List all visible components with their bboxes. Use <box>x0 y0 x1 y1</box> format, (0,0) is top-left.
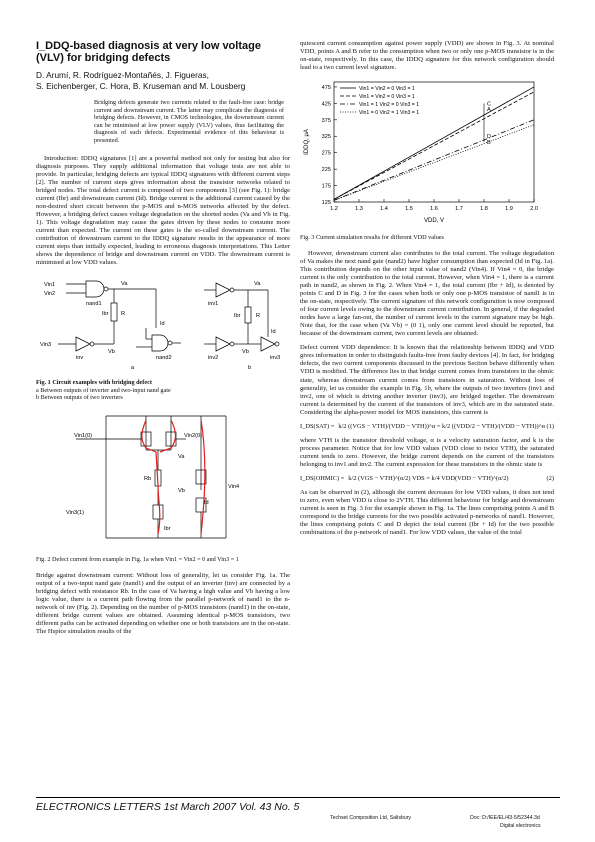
eq1-number: (1) <box>546 422 554 430</box>
author-list <box>36 70 290 91</box>
x-axis-label: VDD, V <box>423 218 445 225</box>
bridge-paragraph: Bridge against downstream current: Without loss of generality, let us consider Fig. 1a. The output of a two-input nand gate (nand1) and the output of an inverter (inv) are connected by a bridging defect with resistance Rb. In the case of Va having a high value and Vb having a low logic value, there is a current path flowing from the parallel p-network of nand1 to the n-network of inv (Fig. 2). Depending on the number of p-MOS transistors (nand1) in the on-state, different bridge current values are obtained. Assuming identical p-MOS transistors, two different paths can be activated depending on whether one or both transistors are in the on-state. The Hspice simulation results of the <box>36 571 290 636</box>
x-tick-label: 1.8 <box>480 206 488 213</box>
x-tick-label: 1.5 <box>405 206 413 213</box>
legend-label: Vin1 = 1 Vin2 = 0 Vin3 = 1 <box>359 102 420 109</box>
current-vs-vdd-chart <box>300 78 554 228</box>
fig2-label-vb: Vb <box>178 488 185 495</box>
eq1-body: k/2 ((VGS − VTH)/(VDD − VTH))^α = k/2 ((VDD/2 − VTH)/(VDD − VTH))^α <box>338 422 545 430</box>
y-tick-label: 475 <box>321 85 331 92</box>
paper-title: I_DDQ-based diagnosis at very low voltage (VLV) for bridging defects <box>36 40 261 64</box>
figure-1 <box>36 273 290 402</box>
fig1-caption <box>36 379 290 402</box>
y-tick-label: 175 <box>321 183 331 190</box>
x-tick-label: 1.4 <box>380 206 388 213</box>
label-vin1: Vin1 <box>44 282 56 289</box>
label-id-b: Id <box>271 329 276 336</box>
figure-2 <box>36 410 290 564</box>
x-tick-label: 1.3 <box>355 206 363 213</box>
point-label: A <box>487 107 491 114</box>
label-inv3: inv3 <box>270 355 281 362</box>
label-vb-b: Vb <box>242 349 249 356</box>
right-paragraph-4: As can be observed in (2), although the current decreases for low VDD values, it does not tend to zero, even when VDD is close to 2VTH. This different behaviour for bridge and downstream current is seen in Fig. 3 for the example shown in Fig. 1a. The lines comprising points A and B correspond to the bridge currents for the two possible activated p-networks of nand1. However, the lines comprising points C and D depict the total current (Ibr + Id) for the two possible combinations of the p-network of nand1. For low VDD values, the value of the total <box>300 489 554 537</box>
fig2-label-rb: Rb <box>144 476 152 483</box>
y-tick-label: 275 <box>321 150 331 157</box>
fig2-label-id: Id <box>204 500 209 507</box>
circuit-diagram-2 <box>36 410 290 550</box>
fig2-label-vin3: Vin3(1) <box>66 510 84 517</box>
fig2-label-vin1: Vin1(0) <box>74 433 92 440</box>
y-tick-label: 325 <box>321 134 331 141</box>
fig1-caption-a: a Between outputs of inverter and two-input nand gate <box>36 386 171 394</box>
circuit-diagram-1 <box>36 273 290 373</box>
series-line <box>334 120 534 201</box>
label-vb: Vb <box>108 349 115 356</box>
x-tick-label: 1.9 <box>505 206 513 213</box>
label-vin2: Vin2 <box>44 291 56 298</box>
label-vin3: Vin3 <box>40 342 52 349</box>
eq2-body: k/2 (VGS − VTH)^(α/2) VDS = k/4 VDD(VDD − VTH)^(α/2) <box>348 475 509 482</box>
right-paragraph-1: However, downstream current also contributes to the total current. The voltage degradation of Va makes the next nand gate (nand2) have higher consumption than expected (Id in Fig. 1a). This contribution depends on the other input value of nand2 (Vin4). If Vin4 = 0, the bridge current is the only contribution to the total current. However, when Vin4 = 1, there is a current path in nand2, as shown in Fig. 2. When Vin4 = 1, the total current (Ibr + Id), is denoted by points C and D in Fig. 3 for the cases when both or only one p-MOS transistor of nand1 is in the on-state, respectively. The current signature of this network configuration is now composed of four current levels owing to the downstream current contribution. In general, if the degraded nodes have a large fan-out, the number of current levels in the current signature may be high. Note that, for the case when (Va Vb) = (0 1), only one current level should be reported, but because of the downstream current, two current levels are obtained. <box>300 249 554 338</box>
legend-label: Vin1 = 0 Vin2 = 1 Vin3 = 1 <box>359 110 420 117</box>
right-paragraph-3: where VTH is the transistor threshold voltage, α is a velocity saturation factor, and k is the process parameter. Notice that for low VDD values (VDD close to twice VTH), the saturated current tends to zero. However, the bridge current depends on the current of the transistors belonging to inv1 and inv2. The current expression for these transistors in the ohmic state is <box>300 436 554 468</box>
fig2-label-va: Va <box>178 454 185 461</box>
label-r: R <box>121 311 126 318</box>
equation-1 <box>300 423 554 431</box>
fig2-label-vin2: Vin2(0) <box>184 433 202 440</box>
label-ibr: Ibr <box>102 311 109 318</box>
abstract: Bridging defects generate two currents related to the fault-free case: bridge current and downstream current. The latter may complicate the diagnosis of bridging defects. However, in CMOS technologies, the downstream current can be minimised at low power supply (VLV) values, thus facilitating the diagnosis of such defects. Experimental evidence of this behaviour is presented. <box>94 99 284 144</box>
eq2-number: (2) <box>546 475 554 482</box>
left-column <box>36 40 290 642</box>
point-label: B <box>487 140 491 147</box>
intro-paragraph: Introduction: IDDQ signatures [1] are a powerful method not only for testing but also for diagnosis purposes. They supply additional information that voltage tests are not able to provide. In particular, bridging defects are typical IDDQ signatures with different current steps [2]. The number of current steps gives information about the transistor networks related to bridged nodes. The total defect current is composed of two components [3] (see Fig. 1): bridge current (Ibr) and downstream current (Id). Bridge current is the additional current caused by the non-desired short circuit between the p-MOS and n-MOS networks affected by the defect. However, a bridging defect causes voltage degradation on the shorted nodes (Va and Vb in Fig. 1). This voltage degradation may cause the gates driven by these nodes to consume more current than expected. The current on these gates is the so-called downstream current. The contribution of downstream current to the IDDQ signature results in the appearance of more current steps than initially expected, leading to erroneous diagnosis interpretations. This Letter shows the dependence of bridge and downstream current on VDD. The downstream current is minimised at low VDD values. <box>36 154 290 267</box>
fig3-caption: Fig. 3 Current simulation results for different VDD values <box>300 234 444 242</box>
eq2-lhs: I_DS(OHMIC) = <box>300 475 345 482</box>
fig2-label-ibr: Ibr <box>164 526 171 533</box>
label-va-b: Va <box>254 281 261 288</box>
legend-label: Vin1 = Vin2 = 0 Vin3 = 1 <box>359 86 415 93</box>
right-column <box>300 40 554 543</box>
figure-3 <box>300 78 554 242</box>
y-tick-label: 375 <box>321 117 331 124</box>
page-footer <box>36 797 560 813</box>
label-nand1: nand1 <box>86 301 102 308</box>
x-tick-label: 1.6 <box>430 206 438 213</box>
journal-info: ELECTRONICS LETTERS 1st March 2007 Vol. 43 No. 5 <box>36 801 300 813</box>
y-tick-label: 225 <box>321 167 331 174</box>
fig1-caption-title: Fig. 1 Circuit examples with bridging defect <box>36 379 152 387</box>
label-ibr-b: Ibr <box>234 313 241 320</box>
x-tick-label: 2.0 <box>530 206 538 213</box>
label-b: b <box>248 365 252 372</box>
point-label: C <box>487 101 492 108</box>
x-tick-label: 1.2 <box>330 206 338 213</box>
plot-frame <box>334 82 534 202</box>
label-nand2: nand2 <box>156 355 172 362</box>
y-axis-label: IDDQ, µA <box>304 129 310 156</box>
point-label: D <box>487 134 492 141</box>
label-inv2: inv2 <box>208 355 219 362</box>
typeset-credit: Techset Composition Ltd, Salisbury <box>330 815 412 821</box>
x-tick-label: 1.7 <box>455 206 463 213</box>
label-va: Va <box>121 281 128 288</box>
legend-label: Vin1 = Vin2 = 0 Vin3 = 1 <box>359 94 415 101</box>
label-r-b: R <box>256 313 261 320</box>
y-tick-label: 425 <box>321 101 331 108</box>
fig2-label-vin4: Vin4 <box>228 484 240 491</box>
y-tick-label: 125 <box>321 200 331 207</box>
eq1-lhs: I_DS(SAT) = <box>300 422 335 430</box>
label-inv1: inv1 <box>208 301 219 308</box>
fig1-caption-b: b Between outputs of two inverters <box>36 394 123 402</box>
doc-path: Doc: D:/IEE/EL/43-5/52344.3d <box>470 815 540 821</box>
fig2-caption: Fig. 2 Defect current from example in Fig. 1a when Vin1 = Vin2 = 0 and Vin3 = 1 <box>36 556 239 564</box>
label-a: a <box>131 365 135 372</box>
author-line: D. Arumí, R. Rodríguez-Montañés, J. Figueras, <box>36 70 209 80</box>
equation-2 <box>300 475 554 483</box>
section-label: Digital electronics <box>500 823 541 829</box>
right-paragraph-2: Defect current VDD dependence: It is known that the relationship between IDDQ and VDD gives information in order to distinguish faults-free from faulty devices [4]. In fact, for bridging defects, the two current components discussed in the previous Section behave differently when VDD is modified. The difference lies in that bridge current comes from transistors in the ohmic state, whereas downstream current comes from transistors in saturation. Without loss of generality, let us consider the example in Fig. 1b, where the outputs of two inverters (inv1 and inv2, one of which is driving another inverter (inv3), are bridged together. The downstream current is determined by the current of the transistors of inv3, which are in the saturated state. Considering the alpha-power model for MOS transistors, this current is <box>300 344 554 416</box>
label-inv: inv <box>76 355 84 362</box>
series-line <box>334 125 534 201</box>
author-line: S. Eichenberger, C. Hora, B. Kruseman and M. Lousberg <box>36 80 246 91</box>
right-top-paragraph: quiescent current consumption against power supply (VDD) are shown in Fig. 3. At nominal VDD, points A and B refer to the consumption when two or only one p-MOS transistor is in the on-state, respectively. In this case, the IDDQ signature for this network configuration should lead to a two current level signature. <box>300 40 554 72</box>
label-id: Id <box>160 321 165 328</box>
